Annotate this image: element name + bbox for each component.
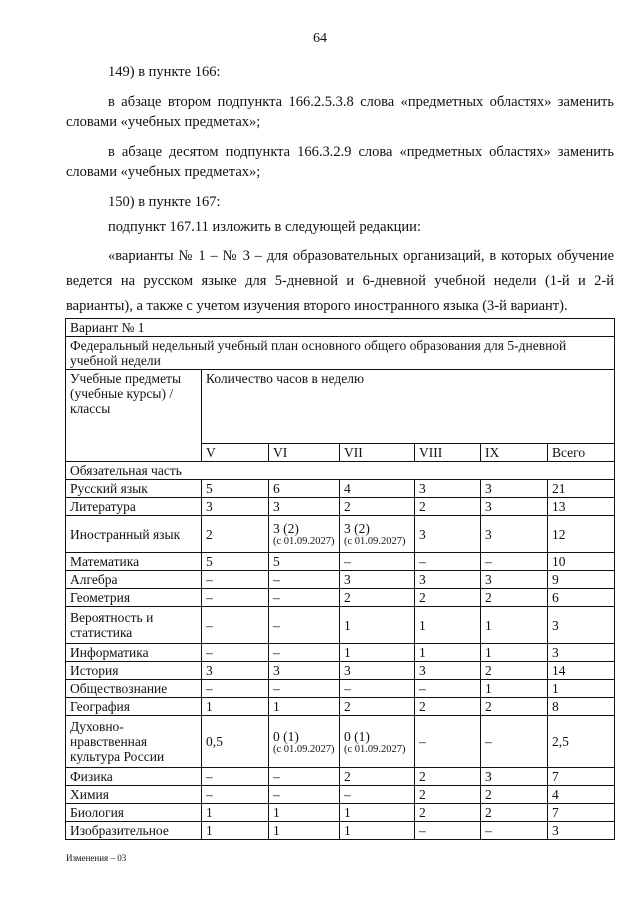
- hours-cell: 2: [415, 589, 481, 607]
- table-body: [66, 480, 615, 840]
- hours-cell: 3: [481, 516, 548, 553]
- hours-cell: 0,5: [202, 716, 269, 768]
- table-row: [66, 786, 615, 804]
- hours-cell: 3: [481, 480, 548, 498]
- hours-cell: 3: [481, 571, 548, 589]
- subject-cell: Физика: [66, 768, 202, 786]
- variant-title: Вариант № 1: [66, 319, 615, 337]
- hours-cell: 10: [548, 553, 615, 571]
- hours-cell: 2: [340, 768, 415, 786]
- hours-cell: –: [340, 553, 415, 571]
- subject-cell: Литература: [66, 498, 202, 516]
- grade-header-cell: VII: [340, 444, 415, 462]
- subject-cell: Информатика: [66, 644, 202, 662]
- table-row: [66, 768, 615, 786]
- hours-cell: 3: [202, 498, 269, 516]
- hours-cell: 1: [415, 644, 481, 662]
- table-row: [66, 607, 615, 644]
- subject-cell: Биология: [66, 804, 202, 822]
- subject-cell: Алгебра: [66, 571, 202, 589]
- grade-header-cell: V: [202, 444, 269, 462]
- hours-cell: 3: [548, 607, 615, 644]
- hours-cell: 13: [548, 498, 615, 516]
- hours-cell: 1: [202, 698, 269, 716]
- paragraph-amendment-2: в абзаце десятом подпункта 166.3.2.9 слова «предметных областях» заменить словами «учебных предметах»;: [66, 144, 614, 180]
- hours-header: Количество часов в неделю: [202, 370, 615, 444]
- table-row: [66, 480, 615, 498]
- paragraph-item-149: 149) в пункте 166:: [108, 64, 221, 80]
- hours-cell: –: [202, 786, 269, 804]
- hours-cell: 3: [415, 662, 481, 680]
- subject-cell: Духовно-нравственная культура России: [66, 716, 202, 768]
- page-number: 64: [313, 31, 327, 46]
- paragraph-item-150: 150) в пункте 167:: [108, 194, 221, 210]
- hours-cell: 3: [269, 498, 340, 516]
- paragraph-subitem-167-11: подпункт 167.11 изложить в следующей редакции:: [108, 219, 421, 235]
- hours-cell: 3: [415, 480, 481, 498]
- hours-cell: 3: [548, 644, 615, 662]
- hours-cell: 2: [415, 786, 481, 804]
- hours-cell: –: [340, 786, 415, 804]
- subject-cell: География: [66, 698, 202, 716]
- curriculum-table: [65, 318, 615, 840]
- hours-cell: [340, 716, 415, 768]
- subject-cell: Изобразительное: [66, 822, 202, 840]
- paragraph-variants: «варианты № 1 – № 3 – для образовательных организаций, в которых обучение ведется на русском языке для 5-дневной и 6-дневной учебной недели (1-й и 2-й варианты), а также с учетом изучения второго иностранного языка (3-й вариант).: [66, 248, 614, 314]
- plan-title: Федеральный недельный учебный план основного общего образования для 5-дневной учебной недели: [66, 337, 615, 370]
- hours-value: 0 (1): [273, 728, 299, 744]
- hours-cell: –: [415, 680, 481, 698]
- hours-cell: 7: [548, 804, 615, 822]
- grade-header-cell: Всего: [548, 444, 615, 462]
- table-row: [66, 680, 615, 698]
- hours-note: (с 01.09.2027): [344, 536, 406, 547]
- hours-cell: –: [415, 716, 481, 768]
- hours-cell: 5: [269, 553, 340, 571]
- table-row: [66, 662, 615, 680]
- hours-cell: 8: [548, 698, 615, 716]
- table-row: [66, 822, 615, 840]
- hours-cell: 7: [548, 768, 615, 786]
- hours-note: (с 01.09.2027): [273, 536, 335, 547]
- hours-value: 3 (2): [273, 521, 299, 536]
- table-row: [66, 804, 615, 822]
- hours-cell: 5: [202, 480, 269, 498]
- hours-cell: –: [481, 716, 548, 768]
- grade-header-cell: IX: [481, 444, 548, 462]
- hours-cell: 4: [548, 786, 615, 804]
- table-row: [66, 698, 615, 716]
- hours-cell: 2: [481, 786, 548, 804]
- hours-note: (с 01.09.2027): [344, 743, 406, 755]
- subject-cell: История: [66, 662, 202, 680]
- table-row: [66, 644, 615, 662]
- hours-cell: 1: [269, 822, 340, 840]
- subject-cell: Обществознание: [66, 680, 202, 698]
- hours-cell: 3: [415, 571, 481, 589]
- table-row: [66, 716, 615, 768]
- hours-cell: [340, 516, 415, 553]
- hours-value: 0 (1): [344, 728, 370, 744]
- hours-cell: 2: [481, 698, 548, 716]
- hours-cell: 2: [415, 768, 481, 786]
- subject-cell: Химия: [66, 786, 202, 804]
- hours-cell: 2: [481, 589, 548, 607]
- hours-cell: 3: [481, 498, 548, 516]
- hours-cell: 1: [548, 680, 615, 698]
- hours-cell: 2: [415, 804, 481, 822]
- hours-cell: 1: [340, 644, 415, 662]
- hours-cell: –: [269, 768, 340, 786]
- hours-cell: 1: [269, 804, 340, 822]
- hours-cell: [269, 716, 340, 768]
- table-row: [66, 516, 615, 553]
- hours-cell: –: [202, 644, 269, 662]
- hours-cell: –: [269, 589, 340, 607]
- grade-header-cell: VI: [269, 444, 340, 462]
- hours-cell: 5: [202, 553, 269, 571]
- hours-cell: 1: [481, 607, 548, 644]
- hours-cell: 3: [415, 516, 481, 553]
- hours-value: 3 (2): [344, 521, 370, 536]
- subject-cell: Вероятность и статистика: [66, 607, 202, 644]
- hours-cell: 1: [340, 822, 415, 840]
- hours-cell: –: [340, 680, 415, 698]
- table-row: [66, 498, 615, 516]
- hours-cell: –: [415, 822, 481, 840]
- hours-cell: 3: [481, 768, 548, 786]
- hours-cell: 2: [340, 698, 415, 716]
- hours-cell: 1: [202, 804, 269, 822]
- hours-cell: 1: [340, 607, 415, 644]
- hours-cell: 14: [548, 662, 615, 680]
- hours-cell: 1: [340, 804, 415, 822]
- hours-cell: 2: [202, 516, 269, 553]
- section-header: Обязательная часть: [66, 462, 615, 480]
- hours-cell: 9: [548, 571, 615, 589]
- table-row: [66, 553, 615, 571]
- hours-cell: 2,5: [548, 716, 615, 768]
- hours-cell: 1: [202, 822, 269, 840]
- hours-cell: 2: [340, 498, 415, 516]
- hours-cell: 3: [548, 822, 615, 840]
- grade-header-cell: VIII: [415, 444, 481, 462]
- hours-cell: 1: [481, 644, 548, 662]
- hours-cell: –: [269, 571, 340, 589]
- hours-cell: 21: [548, 480, 615, 498]
- subject-cell: Геометрия: [66, 589, 202, 607]
- hours-cell: –: [481, 553, 548, 571]
- hours-cell: –: [269, 786, 340, 804]
- hours-cell: 2: [481, 662, 548, 680]
- hours-cell: –: [202, 680, 269, 698]
- hours-cell: 12: [548, 516, 615, 553]
- hours-cell: –: [202, 571, 269, 589]
- hours-cell: 3: [340, 662, 415, 680]
- hours-cell: 3: [202, 662, 269, 680]
- hours-cell: 2: [415, 498, 481, 516]
- hours-cell: 2: [481, 804, 548, 822]
- paragraph-amendment-1: в абзаце втором подпункта 166.2.5.3.8 слова «предметных областях» заменить словами «учебных предметах»;: [66, 94, 614, 130]
- table-row: [66, 571, 615, 589]
- hours-cell: [269, 516, 340, 553]
- hours-cell: 1: [415, 607, 481, 644]
- hours-cell: –: [202, 607, 269, 644]
- hours-cell: 3: [269, 662, 340, 680]
- footer-note: Изменения – 03: [66, 853, 127, 863]
- hours-cell: 1: [269, 698, 340, 716]
- hours-cell: 3: [340, 571, 415, 589]
- hours-cell: 6: [269, 480, 340, 498]
- hours-cell: –: [269, 607, 340, 644]
- hours-cell: –: [269, 680, 340, 698]
- hours-note: (с 01.09.2027): [273, 743, 335, 755]
- hours-cell: 2: [340, 589, 415, 607]
- hours-cell: –: [202, 589, 269, 607]
- hours-cell: –: [269, 644, 340, 662]
- table-row: [66, 589, 615, 607]
- subject-cell: Русский язык: [66, 480, 202, 498]
- hours-cell: –: [415, 553, 481, 571]
- hours-cell: 2: [415, 698, 481, 716]
- hours-cell: –: [481, 822, 548, 840]
- hours-cell: 6: [548, 589, 615, 607]
- hours-cell: –: [202, 768, 269, 786]
- subjects-header: Учебные предметы (учебные курсы) / классы: [66, 370, 202, 462]
- hours-cell: 4: [340, 480, 415, 498]
- hours-cell: 1: [481, 680, 548, 698]
- subject-cell: Математика: [66, 553, 202, 571]
- subject-cell: Иностранный язык: [66, 516, 202, 553]
